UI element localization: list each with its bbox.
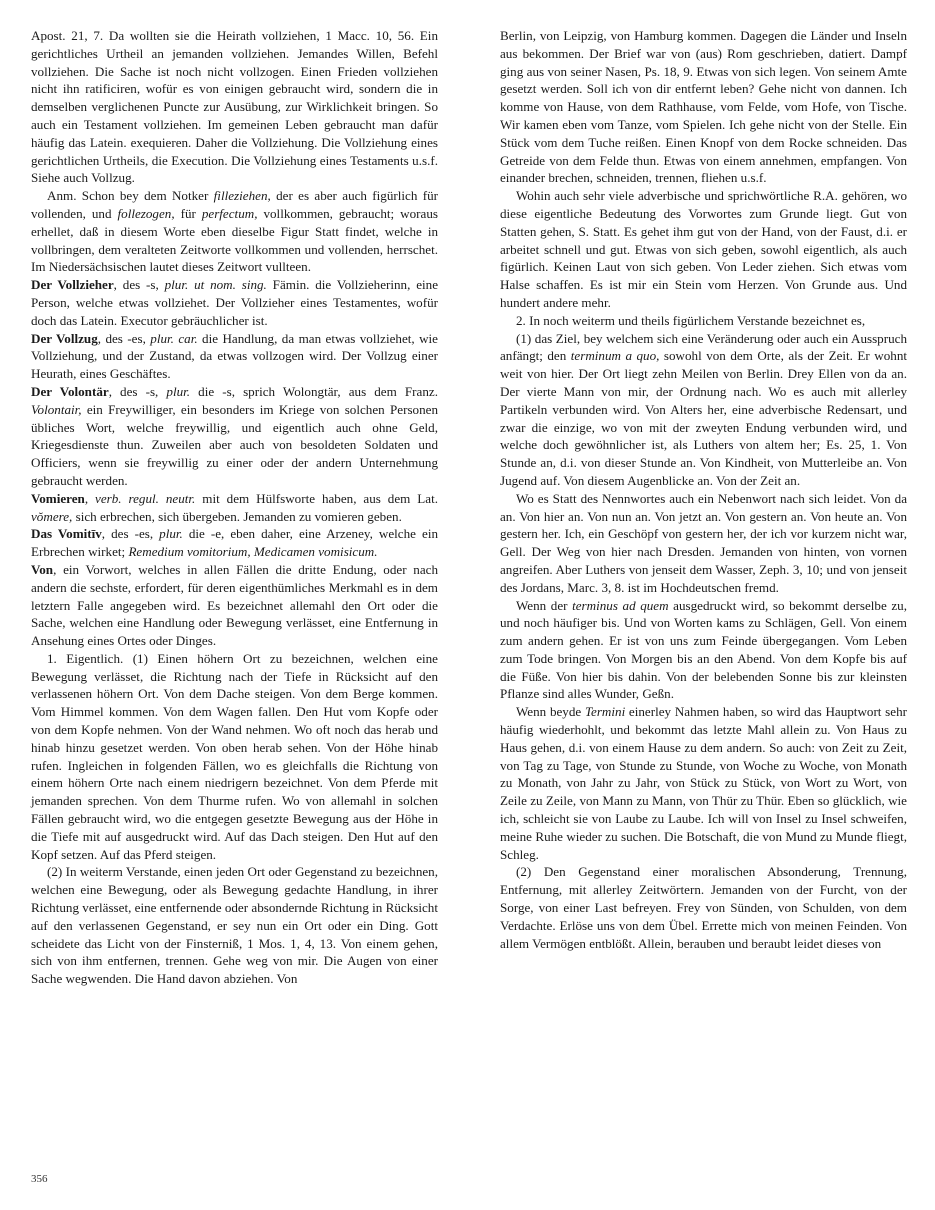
page-number: 356 bbox=[31, 1173, 48, 1185]
entry-headword: Der Volontär bbox=[31, 383, 109, 399]
paragraph: (1) das Ziel, bey welchem sich eine Veränderung oder auch ein Ausspruch anfängt; den terminum a quo, sowohl von dem Orte, als der Zeit. Er wohnt weit von hier. Der Ort liegt zehn Meilen von Berlin. Drey Ellen von da an. Der vierte Mann von mir, der Ordnung nach. Wo es auch mit allerley Partikeln verbunden wird. Von Alters her, eine adverbische Redensart, und zwar die einzige, wo von mit der zweyten Endung verbunden wird, und welche doch gewöhnlicher ist, als Luthers von altem her; Es. 25, 1. Von Stunde an, d.i. von dieser Stunde an. Von Kindheit, von Mutterleibe an. Von Jugend auf. Von diesem Augenblicke an. Von der Zeit an. bbox=[500, 330, 908, 488]
paragraph: 2. In noch weiterm und theils figürlichem Verstande bezeichnet es, bbox=[516, 312, 866, 328]
entry-vollzug: Der Vollzug, des -es, plur. car. die Handlung, da man etwas vollziehet, wie Vollziehung, und der Zustand, da etwas vollzogen wird. Der Vollzug einer Heurath, eines Geschäftes. bbox=[31, 330, 438, 382]
entry-headword: Vomieren bbox=[31, 490, 85, 506]
entry-vollzieher: Der Vollzieher, des -s, plur. ut nom. sing. Fämin. die Vollzieherinn, eine Person, welche etwas vollziehet. Der Vollzieher eines Testamentes, wofür doch das Latein. Executor gebräuchlicher ist. bbox=[31, 277, 439, 328]
entry-headword: Der Vollzieher bbox=[31, 277, 114, 293]
paragraph: Apost. 21, 7. Da wollten sie die Heirath vollziehen, 1 Macc. 10, 56. Ein gerichtliches Urtheil an jemanden vollziehen. Jemandes Willen, Befehl vollziehen. Die Sache ist noch nicht vollzogen. Einen Frieden vollziehen nicht ihn ratificiren, wofür es von einigen gebraucht wird, sondern die in demselben verglichenen Puncte zur Ausübung, zur Wirklichkeit bringen. So auch ein Testament vollziehen. Im gemeinen Leben gebraucht man dafür häufig das Latein. exequieren. Daher die Vollziehung. Die Vollziehung eines gerichtlichen Urtheils, die Execution. Die Vollziehung eines Testaments u.s.f. Siehe auch Vollzug. bbox=[31, 28, 438, 186]
paragraph: Wo es Statt des Nennwortes auch ein Nebenwort nach sich leidet. Von da an. Von hier an. Von nun an. Von jetzt an. Von gestern an. Von heute an. Von gestern her. Ich, ein Geschöpf von gestern her, der ich vor kurzem nicht war, Gell. Der Weg von hier nach Dresden. Jemanden von hinten, von vornen angreifen. Aber Luthers von jenseit dem Wasser, Zeph. 3, 10; und von jenseit des Jordans, Marc. 3, 8. ist im Hochdeutschen fremd. bbox=[500, 490, 907, 595]
paragraph: (2) In weiterm Verstande, einen jeden Ort oder Gegenstand zu bezeichnen, welchen eine Bewegung, oder als Bewegung gedachte Handlung, in ihrer Richtung verlässet, eine entfernende oder absondernde Richtung in Rücksicht auf den verlassenen Gegenstand, er sey nun ein Ort oder ein Ding. Gott scheidete das Licht von der Finsterniß, 1 Mos. 1, 4, 13. Von einem gehen, sich von ihm entfernen, trennen. Gehe weg von mir. Die Augen von einer Sache wegwenden. Die Hand davon abziehen. Von bbox=[31, 864, 438, 987]
paragraph: 1. Eigentlich. (1) Einen höhern Ort zu bezeichnen, welchen eine Bewegung verlässet, die Richtung nach der Tiefe in Rücksicht auf den verlassenen höhern Ort. Von dem Dache steigen. Von dem Berge kommen. Vom Himmel kommen. Von dem Wagen fallen. Den Hut vom Kopfe oder von dem Kopfe nehmen. Von der Wand nehmen. Wo oft noch das herab und hinab hinzu gesetzet werden. Von oben herab sehen. Von der Höhe hinab rufen. Ingleichen in folgenden Fällen, wo es gleichfalls die Richtung von einem höhern Orte nach einem niedrigern bezeichnet. Von dem Pferde mit jemanden sprechen. Von dem Thurme rufen. Wo von allemahl in solchen Fällen gebraucht wird, wo die entgegen gesetzte Bewegung aus der Höhe in die Tiefe mit auf ausgedruckt wird. Auf das Dach steigen. Den Hut auf den Kopf setzen. Auf das Pferd steigen. bbox=[31, 650, 438, 862]
entry-vomitiv: Das Vomitīv, des -es, plur. die -e, eben daher, eine Arzeney, welche ein Erbrechen wirket; Remedium vomitorium, Medicamen vomisicum. bbox=[31, 526, 438, 560]
entry-headword: Von bbox=[31, 561, 54, 577]
entry-von: Von, ein Vorwort, welches in allen Fällen die dritte Endung, oder nach andern die sechste, erfordert, für deren eigenthümliches Merkmahl es in dem letztern Falle angegeben wird. Es bezeichnet allemahl den Ort oder die Sache, welchen eine Handlung oder Bewegung verlässet, eine Entfernung in Ansehung eines Ortes oder Dinges. bbox=[31, 561, 438, 649]
entry-volontaer: Der Volontär, des -s, plur. die -s, sprich Wolongtär, aus dem Franz. Volontair, ein Freywilliger, ein besonders im Kriege von solchen Personen übliches Wort, welche freywillig, und eigentlich auch ohne Geld, Kriegesdienste thun. Zuweilen aber auch von besoldeten Soldaten und Officiers, wenn sie freywillig zu einer oder der andern Unternehmung gebraucht werden. bbox=[31, 383, 438, 488]
entry-headword: Der Vollzug bbox=[31, 330, 98, 346]
annotation-paragraph: Anm. Schon bey dem Notker filleziehen, der es aber auch figürlich für vollenden, und follezogen, für perfectum, vollkommen, gebraucht; woraus erhellet, daß in diesem Worte eben dieselbe Figur Statt findet, welche in vollbringen, dem veralteten Zeitworte vollkommen und vollenden, herrschet. Im Niedersächsischen lautet dieses Zeitwort vullteen. bbox=[31, 188, 438, 275]
left-column bbox=[31, 27, 438, 988]
paragraph: Wenn der terminus ad quem ausgedruckt wird, so bekommt derselbe zu, und noch häufiger bis. Und von Worten kams zu Schlägen, Gell. Von einem zum andern gehen. Er ist von uns zum Feinde übergegangen. Vom Leben zum Tode bringen. Von Morgen bis an den Abend. Von dem Kopfe bis auf die Füße. Von hier bis dahin. Von der belebenden Sonne bis zur kleinsten Pflanze sind alles Wunder, Geßn. bbox=[500, 597, 907, 702]
dictionary-page bbox=[31, 27, 907, 988]
right-column bbox=[500, 27, 907, 988]
paragraph: Wohin auch sehr viele adverbische und sprichwörtliche R.A. gehören, wo diese eigentliche Bedeutung des Vorwortes zum Grunde liegt. Gut von Statten gehen, S. Statt. Es gehet ihm gut von der Hand, von der Faust, d.i. er arbeitet schnell und gut. Etwas von sich geben, sowohl eigentlich, als auch figürlich. Keinen Laut von sich geben. Von Leder ziehen. Sich etwas vom Halse schaffen. Es ist mir ein Stein vom Herzen. Von Grunde aus. Und hundert andere mehr. bbox=[500, 188, 907, 310]
paragraph: Wenn beyde Termini einerley Nahmen haben, so wird das Hauptwort sehr häufig wiederhohlt, und bekommt das letzte Mahl allein zu. Von Haus zu Haus gehen, d.i. von einem Hause zu dem andern. So auch: von Zeit zu Zeit, von Tag zu Tage, von Stunde zu Stunde, von Woche zu Woche, von Monath zu Monath, von Jahr zu Jahr, von Stück zu Stück, von Wort zu Wort, von Zeile zu Zeile, von Mann zu Mann, von Thür zu Thür. Eben so glücklich, wie ich, schleicht sie von Laube zu Laube. Ich will von Insel zu Insel schweifen, meine Ruhe wieder zu suchen. Die Botschaft, die von Mund zu Munde fliegt, Schleg. bbox=[500, 704, 907, 862]
paragraph: Berlin, von Leipzig, von Hamburg kommen. Dagegen die Länder und Inseln aus bekommen. Der Brief war von (aus) Rom geschrieben, datiert. Dampf ging aus von seiner Nasen, Ps. 18, 9. Etwas von sich legen. Von seinem Amte gesetzt werden. Soll ich von dir entfernt leben? Gehe nicht von dannen. Ich komme von Hause, von dem Rathhause, vom Felde, vom Hofe, von Tische. Wir kamen eben vom Tanze, vom Spielen. Ich gehe nicht von der Stelle. Ein Stück vom dem Tuche reißen. Einen Knopf von dem Rocke schneiden. Das Getreide von dem Felde thun. Etwas von einem annehmen, empfangen. Von einander brechen, schneiden, trennen, fliehen u.s.f. bbox=[500, 28, 907, 186]
paragraph: (2) Den Gegenstand einer moralischen Absonderung, Trennung, Entfernung, mit allerley Zeitwörtern. Jemanden von der Furcht, von der Sorge, von einer Last befreyen. Frey von Sünden, von Schulden, von dem Verdachte. Erlöse uns von dem Übel. Errette mich von meinen Feinden. Von allem Vermögen entblößt. Allein, berauben und beraubt leidet dieses von bbox=[500, 864, 907, 951]
entry-headword: Das Vomitīv bbox=[31, 526, 102, 542]
entry-vomieren: Vomieren, verb. regul. neutr. mit dem Hülfsworte haben, aus dem Lat. vŏmere, sich erbrechen, sich übergeben. Jemanden zu vomieren geben. bbox=[31, 490, 438, 524]
